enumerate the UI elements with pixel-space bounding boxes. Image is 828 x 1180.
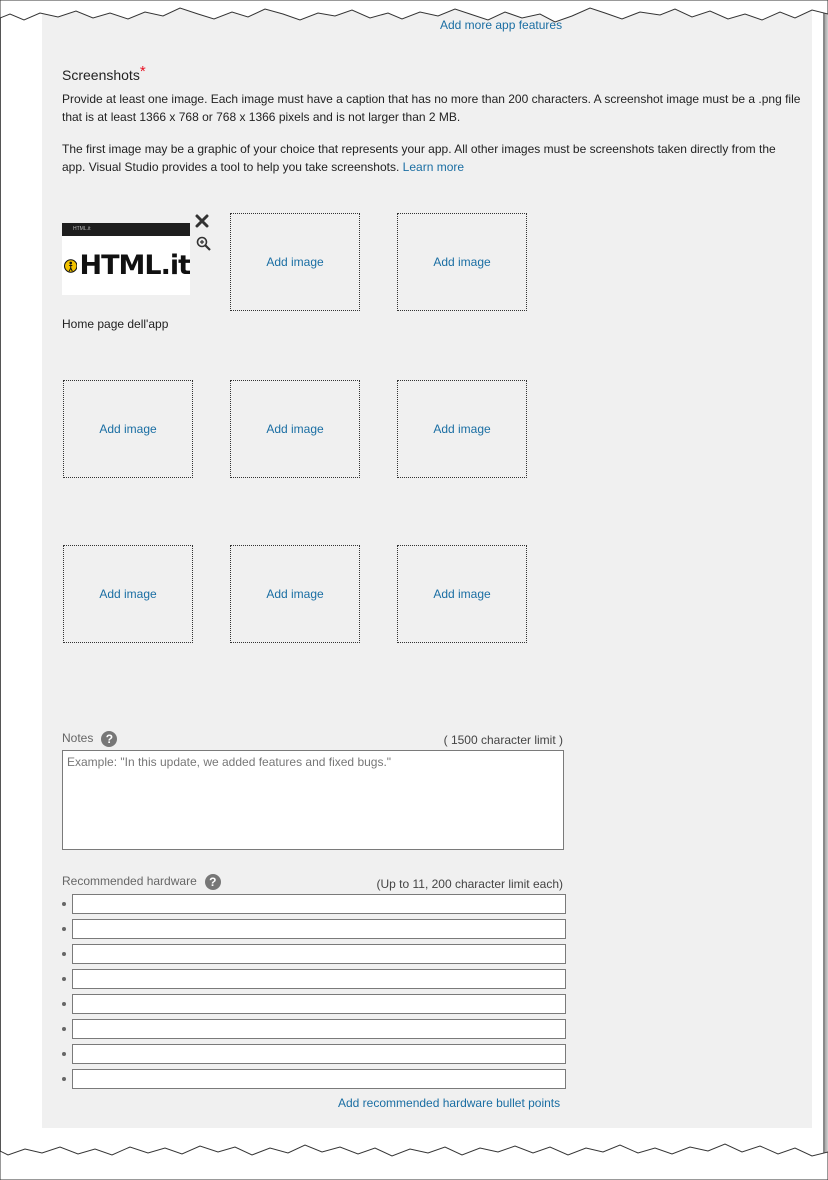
thumbnail-caption: Home page dell'app xyxy=(62,317,169,331)
screenshots-description-1: Provide at least one image. Each image must have a caption that has no more than 200 characters. A screenshot image must be a .png file that is at least 1366 x 768 or 768 x 1366 pixels and is not larger than 2 MB. xyxy=(62,92,801,124)
add-image-slot[interactable]: Add image xyxy=(397,545,527,643)
hardware-bullet-input[interactable] xyxy=(72,1069,566,1089)
add-image-slot[interactable]: Add image xyxy=(230,380,360,478)
bullet-dot xyxy=(62,952,66,956)
hardware-bullet-row xyxy=(62,969,567,989)
recommended-hardware-label xyxy=(62,874,221,890)
bullet-dot xyxy=(62,1027,66,1031)
add-more-app-features-link[interactable]: Add more app features xyxy=(440,18,563,32)
hardware-bullet-row xyxy=(62,919,567,939)
remove-image-button[interactable] xyxy=(195,214,209,228)
required-asterisk: * xyxy=(139,63,146,80)
learn-more-link[interactable]: Learn more xyxy=(402,160,465,174)
thumbnail-logo-text: HTML.it xyxy=(79,250,190,281)
screenshot-thumbnail[interactable] xyxy=(62,223,190,295)
bullet-dot xyxy=(62,902,66,906)
hardware-bullet-row xyxy=(62,1019,567,1039)
add-image-slot[interactable]: Add image xyxy=(63,545,193,643)
add-image-slot[interactable]: Add image xyxy=(397,213,527,311)
logo-figure-icon xyxy=(64,253,77,279)
hardware-bullet-input[interactable] xyxy=(72,1044,566,1064)
screenshots-title-text: Screenshots xyxy=(62,67,140,83)
add-hardware-bullet-points-link[interactable]: Add recommended hardware bullet points xyxy=(338,1096,561,1110)
zoom-in-icon xyxy=(196,236,211,251)
hardware-bullet-row xyxy=(62,1069,567,1089)
torn-edge-bottom xyxy=(0,1138,828,1180)
hardware-bullet-input[interactable] xyxy=(72,919,566,939)
close-icon xyxy=(195,214,209,228)
recommended-hardware-label-text: Recommended hardware xyxy=(62,874,197,889)
bullet-dot xyxy=(62,1002,66,1006)
hardware-bullet-input[interactable] xyxy=(72,969,566,989)
screenshots-title xyxy=(62,63,146,84)
help-icon[interactable]: ? xyxy=(101,731,117,747)
notes-label-text: Notes xyxy=(62,731,94,746)
add-image-slot[interactable]: Add image xyxy=(397,380,527,478)
bullet-dot xyxy=(62,1052,66,1056)
hardware-bullet-input[interactable] xyxy=(72,1019,566,1039)
notes-textarea[interactable] xyxy=(62,750,564,850)
add-image-slot[interactable]: Add image xyxy=(63,380,193,478)
notes-character-limit: ( 1500 character limit ) xyxy=(443,733,563,747)
hardware-bullet-input[interactable] xyxy=(72,894,566,914)
hardware-bullet-input[interactable] xyxy=(72,944,566,964)
screenshots-description-2 xyxy=(62,140,802,176)
hardware-bullet-input[interactable] xyxy=(72,994,566,1014)
add-image-slot[interactable]: Add image xyxy=(230,545,360,643)
hardware-character-limit: (Up to 11, 200 character limit each) xyxy=(376,877,563,891)
bullet-dot xyxy=(62,1077,66,1081)
bullet-dot xyxy=(62,977,66,981)
hardware-bullet-row xyxy=(62,994,567,1014)
thumbnail-logo xyxy=(62,236,190,295)
torn-edge-top xyxy=(0,0,828,30)
description-2-text: The first image may be a graphic of your choice that represents your app. All other images must be screenshots taken directly from the app. Visual Studio provides a tool to help you take screenshots. xyxy=(62,142,776,174)
thumbnail-header-bar: HTML.it xyxy=(62,223,190,236)
notes-label xyxy=(62,731,117,747)
hardware-bullet-row xyxy=(62,1044,567,1064)
zoom-image-button[interactable] xyxy=(196,236,210,250)
hardware-bullet-row xyxy=(62,944,567,964)
add-image-slot[interactable]: Add image xyxy=(230,213,360,311)
help-icon[interactable]: ? xyxy=(205,874,221,890)
hardware-bullet-row xyxy=(62,894,567,914)
bullet-dot xyxy=(62,927,66,931)
